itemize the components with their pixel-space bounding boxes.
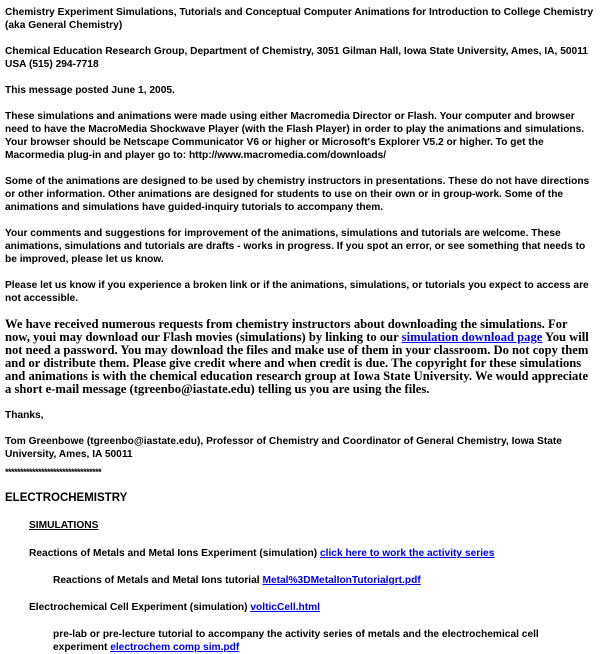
simulation-download-link[interactable]: simulation download page	[401, 330, 543, 344]
download-notice-text-1: We have received numerous requests from chemistry instructors about downloading the simulations. For now, youi may download our Flash movies (simulations) by linking to our	[5, 317, 568, 344]
list-item	[29, 601, 595, 614]
address-line: Chemical Education Research Group, Department of Chemistry, 3051 Gilman Hall, Iowa State University, Ames, IA, 50011 USA (515) 294-7718	[5, 46, 588, 70]
item-label: pre-lab or pre-lecture tutorial to accompany the activity series of metals and the electrochemical cell experiment	[53, 629, 539, 653]
list-item	[53, 574, 595, 587]
metal-ion-tutorial-pdf-link[interactable]: Metal%3DMetalIonTutorialgrt.pdf	[262, 575, 421, 586]
item-label: Reactions of Metals and Metal Ions tutorial	[53, 575, 263, 586]
item-label: Reactions of Metals and Metal Ions Experiment (simulation)	[29, 548, 320, 559]
broken-links-paragraph: Please let us know if you experience a broken link or if the animations, simulations, or tutorials you expect to access are not accessible.	[5, 280, 589, 304]
list-item	[29, 547, 595, 560]
subheading-simulations: SIMULATIONS	[29, 520, 99, 531]
usage-paragraph: Some of the animations are designed to be used by chemistry instructors in presentations. These do not have directions or other information. Other animations are designed for students to use on their own or in group-work. Some of the animations and simulations have guided-inquiry tutorials to accompany them.	[5, 176, 590, 213]
comments-paragraph: Your comments and suggestions for improvement of the animations, simulations and tutorials are welcome. These animations, simulations and tutorials are drafts - works in progress. If you spot an error, or see something that needs to be improved, please let us know.	[5, 228, 586, 265]
download-notice	[5, 318, 595, 396]
voltaic-cell-link[interactable]: volticCell.html	[250, 602, 320, 613]
list-item	[53, 628, 595, 654]
activity-series-link[interactable]: click here to work the activity series	[319, 548, 495, 559]
thanks-line: Thanks,	[5, 410, 44, 421]
posted-date: This message posted June 1, 2005.	[5, 85, 175, 96]
section-heading-electrochemistry: ELECTROCHEMISTRY	[5, 492, 128, 504]
separator-stars: ********************************	[5, 467, 102, 477]
page-title-line: Chemistry Experiment Simulations, Tutorials and Conceptual Computer Animations for Introduction to College Chemistry (aka General Chemistry)	[5, 7, 594, 31]
requirements-paragraph: These simulations and animations were made using either Macromedia Director or Flash. Your computer and browser need to have the MacroMedia Shockwave Player (with the Flash Player) in order to play the animations and simulations. Your browser should be Netscape Communicator V6 or higher or Microsoft's Explorer V5.2 or higher. To get the Macormedia plug-in and player go to: http://www.macromedia.com/downloads/	[5, 111, 585, 161]
item-label: Electrochemical Cell Experiment (simulation)	[29, 602, 251, 613]
electrochem-pdf-link[interactable]: electrochem comp sim.pdf	[110, 642, 240, 653]
download-notice-text-2: You will not need a password. You may download the files and make use of them in your classroom. Do not copy them and or distribute them. Please give credit where and when credit is due. The copyright for these simulations and animations is with the chemical education research group at Iowa State University. We would appreciate a short e-mail message (tgreenbo@iastate.edu) telling us you are using the files.	[5, 330, 589, 396]
signature: Tom Greenbowe (tgreenbo@iastate.edu), Professor of Chemistry and Coordinator of General Chemistry, Iowa State University, Ames, IA 50011	[5, 436, 562, 460]
